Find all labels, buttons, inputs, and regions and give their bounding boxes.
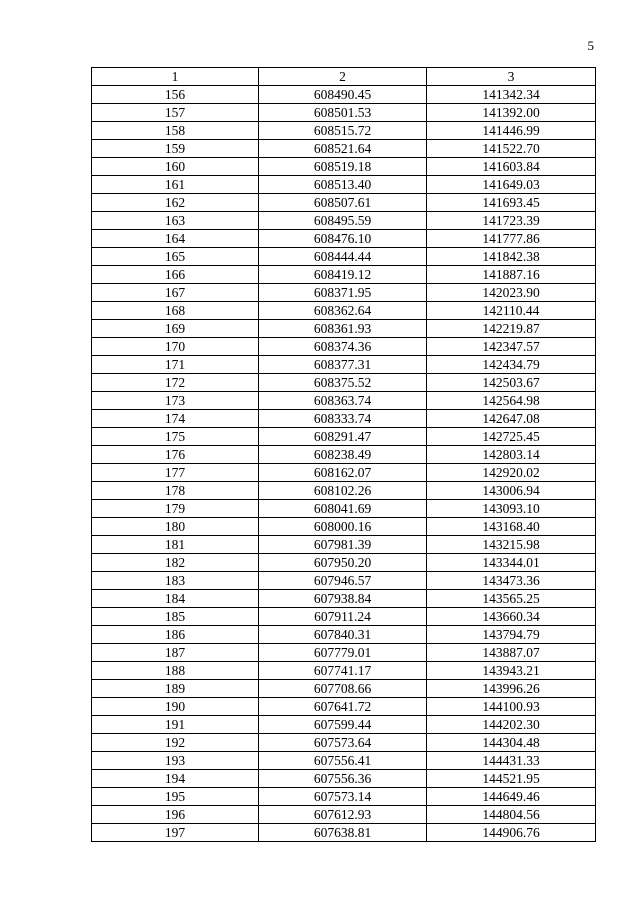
coordinate-x-cell: 607556.41: [259, 752, 427, 770]
table-body: [92, 86, 596, 842]
coordinate-x-cell: 608291.47: [259, 428, 427, 446]
coordinate-y-cell: 143887.07: [427, 644, 596, 662]
point-number-cell: 172: [92, 374, 259, 392]
point-number-cell: 166: [92, 266, 259, 284]
point-number-cell: 160: [92, 158, 259, 176]
coordinate-x-cell: 608507.61: [259, 194, 427, 212]
table-row: [92, 284, 596, 302]
table-row: [92, 122, 596, 140]
point-number-cell: 181: [92, 536, 259, 554]
column-header: 2: [259, 68, 427, 86]
point-number-cell: 174: [92, 410, 259, 428]
coordinate-x-cell: 608362.64: [259, 302, 427, 320]
coordinate-y-cell: 141342.34: [427, 86, 596, 104]
table-row: [92, 356, 596, 374]
point-number-cell: 178: [92, 482, 259, 500]
coordinate-y-cell: 141446.99: [427, 122, 596, 140]
coordinate-x-cell: 607641.72: [259, 698, 427, 716]
coordinate-y-cell: 141522.70: [427, 140, 596, 158]
coordinate-x-cell: 607938.84: [259, 590, 427, 608]
point-number-cell: 176: [92, 446, 259, 464]
coordinate-y-cell: 143996.26: [427, 680, 596, 698]
point-number-cell: 165: [92, 248, 259, 266]
table-row: [92, 248, 596, 266]
point-number-cell: 188: [92, 662, 259, 680]
table-row: [92, 482, 596, 500]
point-number-cell: 185: [92, 608, 259, 626]
coordinate-y-cell: 144100.93: [427, 698, 596, 716]
coordinate-y-cell: 144202.30: [427, 716, 596, 734]
table-row: [92, 194, 596, 212]
point-number-cell: 167: [92, 284, 259, 302]
coordinate-y-cell: 141842.38: [427, 248, 596, 266]
coordinate-y-cell: 141392.00: [427, 104, 596, 122]
column-header: 1: [92, 68, 259, 86]
table-row: [92, 716, 596, 734]
coordinate-y-cell: 141693.45: [427, 194, 596, 212]
point-number-cell: 196: [92, 806, 259, 824]
coordinate-x-cell: 608375.52: [259, 374, 427, 392]
table-row: [92, 104, 596, 122]
coordinate-x-cell: 608490.45: [259, 86, 427, 104]
table-row: [92, 176, 596, 194]
coordinate-x-cell: 607599.44: [259, 716, 427, 734]
coordinate-y-cell: 144431.33: [427, 752, 596, 770]
point-number-cell: 193: [92, 752, 259, 770]
table-row: [92, 644, 596, 662]
coordinate-x-cell: 607612.93: [259, 806, 427, 824]
coordinate-y-cell: 141723.39: [427, 212, 596, 230]
coordinate-y-cell: 144906.76: [427, 824, 596, 842]
coordinate-y-cell: 142647.08: [427, 410, 596, 428]
coordinate-x-cell: 608363.74: [259, 392, 427, 410]
table-row: [92, 464, 596, 482]
coordinate-x-cell: 608102.26: [259, 482, 427, 500]
coordinate-y-cell: 144521.95: [427, 770, 596, 788]
coordinate-y-cell: 143943.21: [427, 662, 596, 680]
coordinate-x-cell: 607638.81: [259, 824, 427, 842]
table-row: [92, 572, 596, 590]
table-row: [92, 392, 596, 410]
coordinate-y-cell: 142434.79: [427, 356, 596, 374]
table-row: [92, 536, 596, 554]
coordinate-y-cell: 143794.79: [427, 626, 596, 644]
coordinate-x-cell: 607950.20: [259, 554, 427, 572]
table-row: [92, 608, 596, 626]
coordinate-x-cell: 608162.07: [259, 464, 427, 482]
coordinate-y-cell: 143473.36: [427, 572, 596, 590]
coordinate-x-cell: 608000.16: [259, 518, 427, 536]
point-number-cell: 175: [92, 428, 259, 446]
table-row: [92, 428, 596, 446]
coordinate-y-cell: 142219.87: [427, 320, 596, 338]
point-number-cell: 173: [92, 392, 259, 410]
coordinate-y-cell: 144649.46: [427, 788, 596, 806]
coordinate-y-cell: 144804.56: [427, 806, 596, 824]
point-number-cell: 187: [92, 644, 259, 662]
point-number-cell: 169: [92, 320, 259, 338]
point-number-cell: 168: [92, 302, 259, 320]
column-header: 3: [427, 68, 596, 86]
table-row: [92, 662, 596, 680]
table-row: [92, 770, 596, 788]
coordinate-y-cell: 144304.48: [427, 734, 596, 752]
coordinate-y-cell: 142023.90: [427, 284, 596, 302]
table-row: [92, 320, 596, 338]
point-number-cell: 194: [92, 770, 259, 788]
coordinate-y-cell: 143168.40: [427, 518, 596, 536]
coordinate-x-cell: 607573.14: [259, 788, 427, 806]
point-number-cell: 177: [92, 464, 259, 482]
point-number-cell: 189: [92, 680, 259, 698]
point-number-cell: 157: [92, 104, 259, 122]
point-number-cell: 164: [92, 230, 259, 248]
point-number-cell: 190: [92, 698, 259, 716]
coordinate-x-cell: 607556.36: [259, 770, 427, 788]
coordinate-x-cell: 607981.39: [259, 536, 427, 554]
coordinate-y-cell: 143215.98: [427, 536, 596, 554]
coordinate-x-cell: 608041.69: [259, 500, 427, 518]
point-number-cell: 182: [92, 554, 259, 572]
table-row: [92, 734, 596, 752]
coordinate-x-cell: 608333.74: [259, 410, 427, 428]
point-number-cell: 183: [92, 572, 259, 590]
coordinate-x-cell: 607741.17: [259, 662, 427, 680]
table-row: [92, 302, 596, 320]
table-row: [92, 446, 596, 464]
coordinate-y-cell: 142564.98: [427, 392, 596, 410]
coordinate-x-cell: 608361.93: [259, 320, 427, 338]
table-row: [92, 824, 596, 842]
coordinate-y-cell: 143093.10: [427, 500, 596, 518]
table-row: [92, 86, 596, 104]
coordinate-y-cell: 142503.67: [427, 374, 596, 392]
coordinate-x-cell: 607946.57: [259, 572, 427, 590]
table-row: [92, 212, 596, 230]
coordinate-y-cell: 141887.16: [427, 266, 596, 284]
coordinate-x-cell: 607840.31: [259, 626, 427, 644]
coordinate-x-cell: 608501.53: [259, 104, 427, 122]
coordinate-x-cell: 607911.24: [259, 608, 427, 626]
coordinate-x-cell: 607779.01: [259, 644, 427, 662]
table-row: [92, 788, 596, 806]
table-row: [92, 140, 596, 158]
point-number-cell: 159: [92, 140, 259, 158]
coordinates-table: [91, 67, 596, 842]
coordinate-x-cell: 608238.49: [259, 446, 427, 464]
coordinate-x-cell: 607708.66: [259, 680, 427, 698]
table-row: [92, 554, 596, 572]
point-number-cell: 191: [92, 716, 259, 734]
table-row: [92, 338, 596, 356]
coordinate-y-cell: 143006.94: [427, 482, 596, 500]
table-row: [92, 626, 596, 644]
point-number-cell: 156: [92, 86, 259, 104]
coordinate-y-cell: 142725.45: [427, 428, 596, 446]
table-row: [92, 680, 596, 698]
coordinate-y-cell: 142803.14: [427, 446, 596, 464]
point-number-cell: 179: [92, 500, 259, 518]
table-row: [92, 158, 596, 176]
point-number-cell: 171: [92, 356, 259, 374]
coordinate-y-cell: 143660.34: [427, 608, 596, 626]
point-number-cell: 161: [92, 176, 259, 194]
coordinate-y-cell: 142110.44: [427, 302, 596, 320]
point-number-cell: 163: [92, 212, 259, 230]
coordinate-y-cell: 141649.03: [427, 176, 596, 194]
table-row: [92, 590, 596, 608]
coordinate-y-cell: 141603.84: [427, 158, 596, 176]
coordinate-y-cell: 141777.86: [427, 230, 596, 248]
table-row: [92, 410, 596, 428]
coordinate-x-cell: 608513.40: [259, 176, 427, 194]
table-row: [92, 806, 596, 824]
point-number-cell: 180: [92, 518, 259, 536]
coordinate-x-cell: 608419.12: [259, 266, 427, 284]
coordinate-x-cell: 608495.59: [259, 212, 427, 230]
table-row: [92, 266, 596, 284]
coordinate-y-cell: 142347.57: [427, 338, 596, 356]
table-row: [92, 500, 596, 518]
table-row: [92, 518, 596, 536]
coordinate-x-cell: 608519.18: [259, 158, 427, 176]
coordinate-x-cell: 608377.31: [259, 356, 427, 374]
coordinate-y-cell: 143344.01: [427, 554, 596, 572]
point-number-cell: 170: [92, 338, 259, 356]
point-number-cell: 195: [92, 788, 259, 806]
coordinate-x-cell: 608521.64: [259, 140, 427, 158]
point-number-cell: 197: [92, 824, 259, 842]
table-row: [92, 698, 596, 716]
point-number-cell: 158: [92, 122, 259, 140]
coordinate-x-cell: 608371.95: [259, 284, 427, 302]
coordinate-y-cell: 143565.25: [427, 590, 596, 608]
point-number-cell: 192: [92, 734, 259, 752]
coordinate-x-cell: 608374.36: [259, 338, 427, 356]
point-number-cell: 184: [92, 590, 259, 608]
coordinate-x-cell: 608476.10: [259, 230, 427, 248]
table-header-row: [92, 68, 596, 86]
point-number-cell: 162: [92, 194, 259, 212]
table-row: [92, 374, 596, 392]
point-number-cell: 186: [92, 626, 259, 644]
coordinate-x-cell: 608444.44: [259, 248, 427, 266]
coordinate-x-cell: 607573.64: [259, 734, 427, 752]
page-number: 5: [587, 38, 594, 53]
coordinate-x-cell: 608515.72: [259, 122, 427, 140]
table-row: [92, 230, 596, 248]
table-row: [92, 752, 596, 770]
coordinate-y-cell: 142920.02: [427, 464, 596, 482]
